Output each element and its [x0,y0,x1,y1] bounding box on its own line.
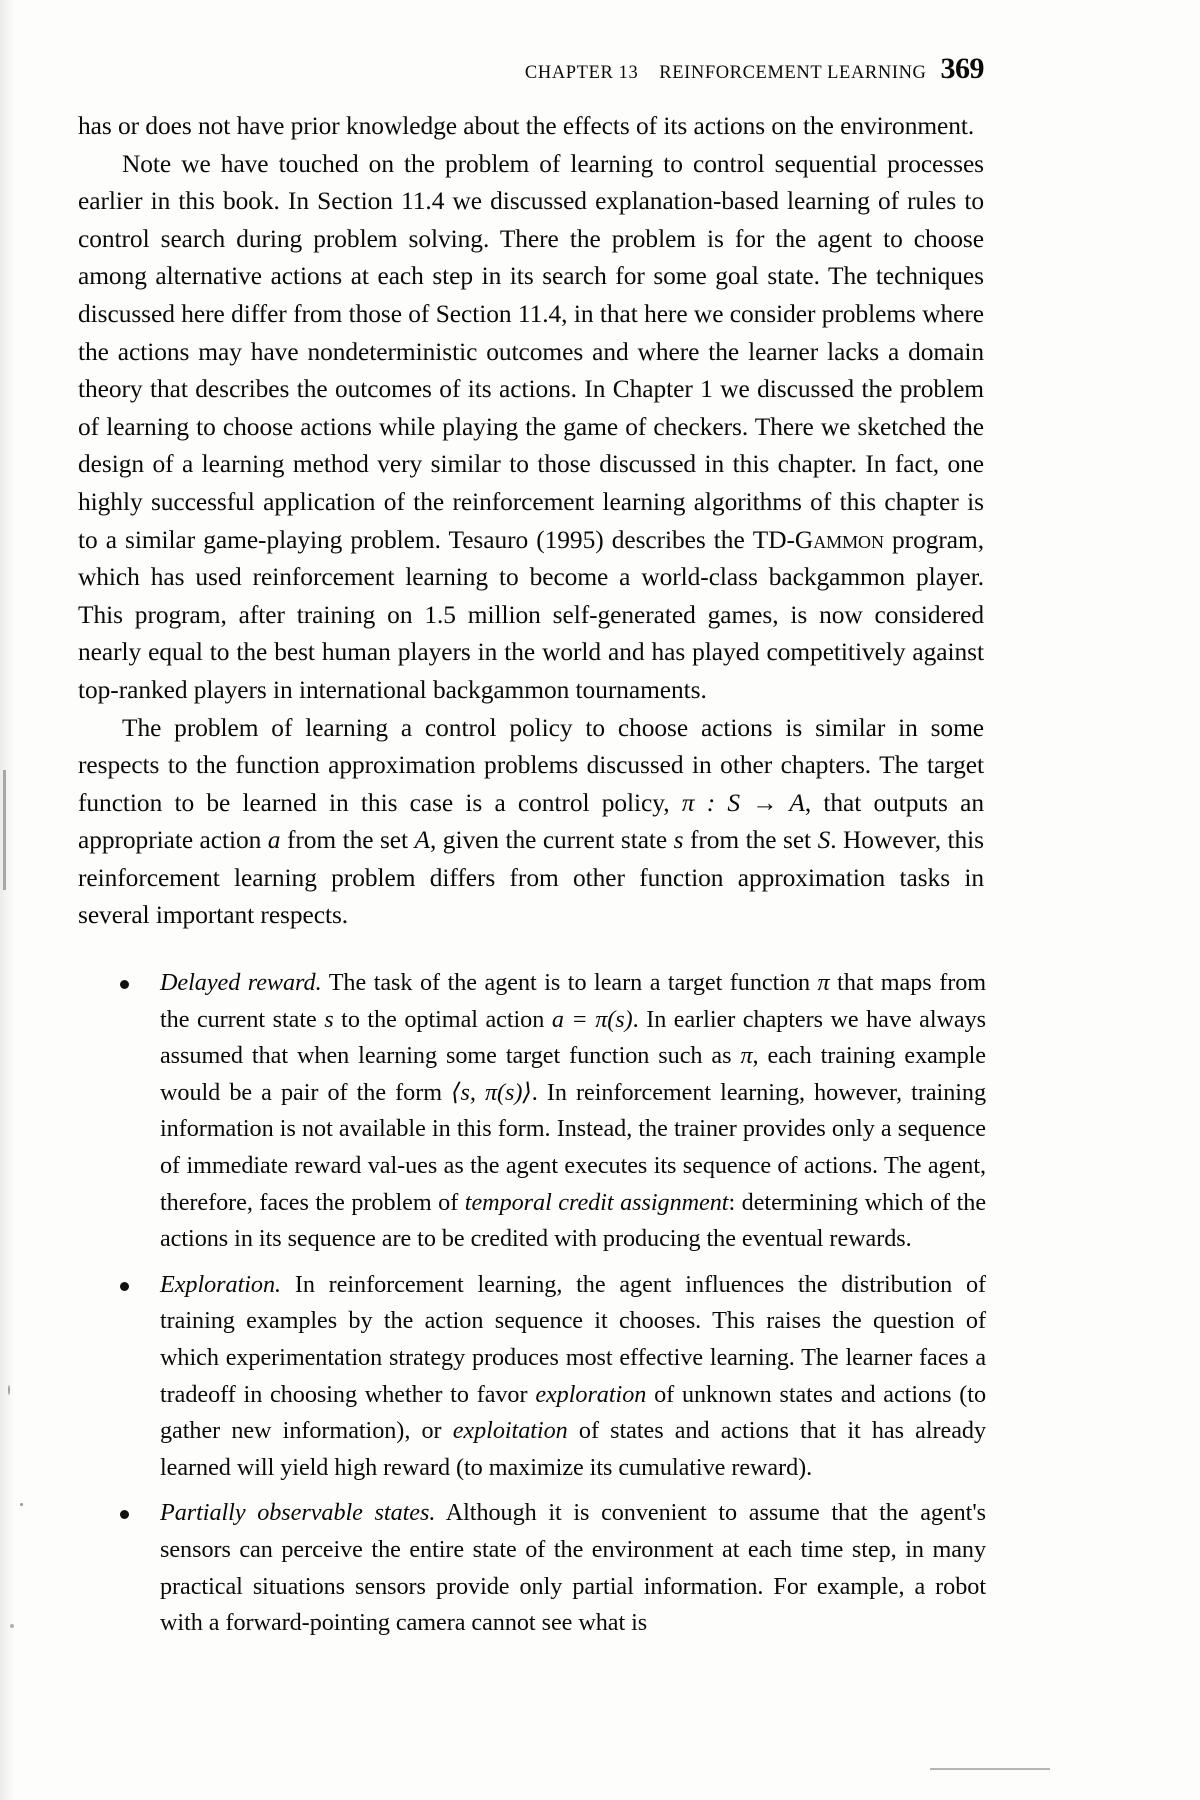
paragraph-segment: , given the current state [430,826,674,855]
math-variable-s: s [673,826,684,855]
paragraph-segment: , that outputs an appropriate action [78,788,984,855]
math-variable-a: a [267,826,281,855]
math-pi: π [740,1042,753,1070]
td-gammon-smallcaps: TD-Gammon [752,525,884,554]
emphasis-exploration: exploration [535,1380,647,1408]
emphasis-temporal-credit-assignment: temporal credit assignment [464,1188,729,1216]
running-head-chapter-number: 13 [618,63,639,83]
running-head-chapter-label: CHAPTER [524,63,614,83]
bullet-dot-icon [120,1282,129,1291]
bullet-segment: The task of the agent is to learn a target function [328,969,818,997]
running-head-title [525,63,927,84]
emphasis-exploitation: exploitation [452,1417,568,1445]
paragraph [78,108,984,146]
paragraph [78,146,984,710]
paragraph-text: has or does not have prior knowledge about the effects of its actions on the environment. [78,112,975,140]
bullet-segment: . In reinforcement learning, however, training information is not available in this form. Instead, the trainer provides only a sequence of immediate reward val-ues as the agent executes its sequence of actions. The agent, therefore, faces the problem of [160,1078,987,1216]
bullet-term: Partially observable states. [160,1499,436,1527]
paragraph-segment: . However, this reinforcement learning problem differs from other function approximation tasks in several important respects. [78,826,984,930]
paragraph-segment: from the set [683,826,818,855]
math-policy-signature: π : S → A [681,788,805,817]
paragraph-segment: Note we have touched on the problem of learning to control sequential processes earlier in this book. In Section 11.4 we discussed explanation-based learning of rules to control search during problem solving. There the problem is for the agent to choose among alternative actions at each step in its search for some goal state. The techniques discussed here differ from those of Section 11.4, in that here we consider problems where the actions may have nondeterministic outcomes and where the learner lacks a domain theory that describes the outcomes of its actions. In Chapter 1 we discussed the problem of learning to choose actions while playing the game of checkers. There we sketched the design of a learning method very similar to those discussed in this chapter. In fact, one highly successful application of the reinforcement learning algorithms of this chapter is to a similar game-playing problem. Tesauro (1995) describes the [78,149,984,554]
paragraph-segment: program, which has used reinforcement learning to become a world-class backgammon player. This program, after training on 1.5 million self-generated games, is now considered nearly equal to the best human players in the world and has played competitively against top-ranked players in international backgammon tournaments. [78,525,984,704]
math-variable-s: s [324,1005,334,1033]
scan-artifact-mark [3,770,6,890]
math-action-equation: a = π(s) [551,1005,633,1033]
bullet-segment: . In earlier chapters we have always assumed that when learning some target function such as [160,1005,987,1070]
paragraph-segment: The problem of learning a control policy to choose actions is similar in some respects to the function approximation problems discussed in other chapters. The target function to be learned in this case is a control policy, [78,713,984,817]
bullet-segment: to the optimal action [333,1005,552,1033]
running-head-chapter-title: REINFORCEMENT LEARNING [659,63,927,83]
page-number: 369 [940,52,984,85]
math-pi: π [817,969,830,997]
respects-bullet-list [116,965,986,1642]
bullet-dot-icon [120,1510,129,1519]
bullet-segment: In reinforcement learning, the agent influences the distribution of training examples by the action sequence it chooses. This raises the question of which experimentation strategy produces most effective learning. The learner faces a tradeoff in choosing whether to favor [160,1270,986,1408]
bullet-segment: of states and actions that it has already learned will yield high reward (to maximize its cumulative reward). [160,1417,986,1481]
bullet-segment: that maps from the current state [160,969,987,1033]
paragraph [78,710,984,936]
bullet-dot-icon [120,980,129,989]
paragraph-segment: from the set [280,826,415,855]
math-variable-A: A [414,826,430,855]
bullet-term: Exploration. [160,1270,281,1298]
bullet-segment: of unknown states and actions (to gather new information), or [160,1380,986,1445]
math-training-pair: ⟨s, π(s)⟩ [451,1078,532,1106]
list-item [116,1495,986,1641]
scan-edge-shadow [0,0,14,1800]
page-content [78,52,987,1642]
list-item [116,1267,986,1487]
scan-artifact-speck [10,1624,14,1628]
scan-artifact-speck [20,1503,23,1506]
scan-artifact-speck [8,1385,10,1395]
bullet-segment: , each training example would be a pair of the form [160,1042,986,1106]
math-variable-S: S [817,826,831,855]
running-head [78,52,984,92]
bullet-segment: : determining which of the actions in its sequence are to be credited with producing the eventual rewards. [160,1188,987,1253]
scan-artifact-line [930,1768,1050,1770]
list-item [116,965,986,1258]
bullet-segment: Although it is convenient to assume that the agent's sensors can perceive the entire state of the environment at each time step, in many practical situations sensors provide only partial information. For example, a robot with a forward-pointing camera cannot see what is [160,1499,986,1637]
bullet-term: Delayed reward. [160,969,322,997]
